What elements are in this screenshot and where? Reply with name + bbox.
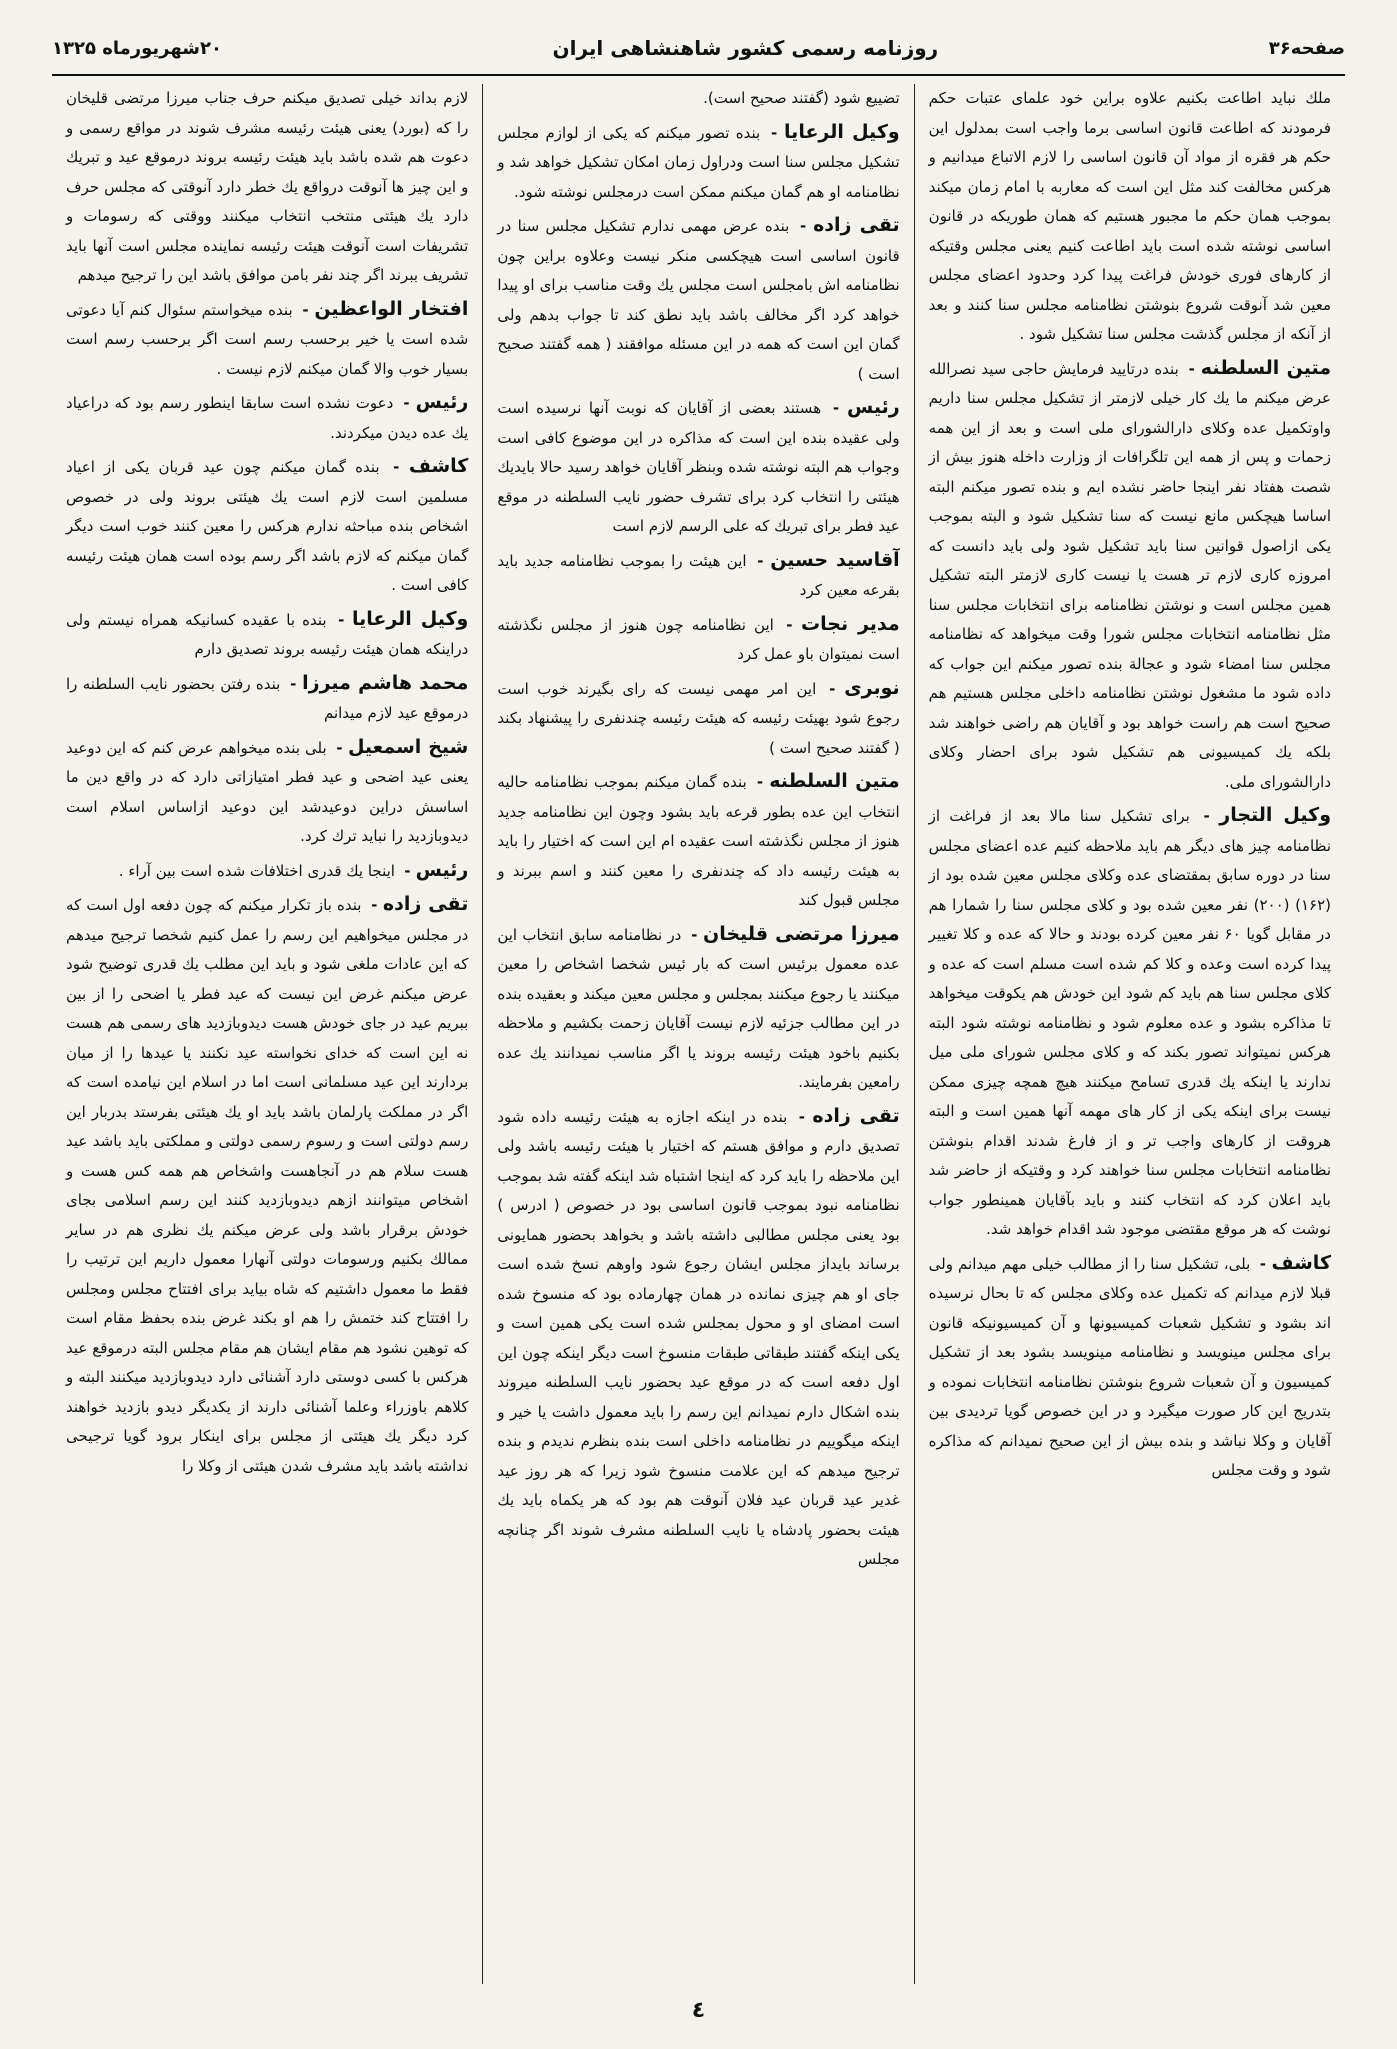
speaker-name: کاشف [1271,1251,1331,1274]
speaker-dash: - [330,610,352,629]
speaker-name: متین السلطنه [769,770,900,792]
speech-entry [929,354,1331,798]
speaker-dash: - [791,1107,813,1126]
speaker-name: رئیس [846,396,900,418]
speaker-dash: - [793,217,814,235]
speech-text: بنده در اینکه اجازه به هیئت رئیسه داده شود تصدیق دارم و موافق هستم که اختیار با هیئت رئیسه باشد ولی این ملاحظه را باید کرد که اینجا اشتباه شد اینکه گفته شد بموجب نظامنامه نبود بموجب قانون اساسی بود در خصوص ( ادرس ) بود یعنی مجلس مطالبی داشته باشد و بخواهد بحضور همایونی برساند بایداز مجلس ایشان رجوع شود واوهم نسخ شده است جای او هم چیزی نمانده در همان چهارماده بود که منسوخ شده است امضای او و محول بمجلس شده است یکی همین است و یکی اینکه گفتند طبقاتی طبقات منسوخ است دیگر اینکه چون این اول دفعه است که در موقع عید بحضور نایب السلطنه میروند بنده اشکال دارم نمیدانم این رسم را باید معمول داشت یا خیر و اینکه میگوییم در نظامنامه داخلی است بنده بنظرم ندیدم و بنده ترجیح میدهم که این علامت منسوخ شود زیرا که هر روز عید غدیر عید قربان عید فلان آنوقت هم بود که هر یکماه باید یك هیئت بحضور پادشاه یا نایب السلطنه مشرف شوند اگر چنانچه مجلس [497,1107,900,1568]
column-middle [483,84,914,1984]
speech-text: تضییع شود (گفتند صحیح است). [703,89,900,107]
speech-text: بلی، تشکیل سنا را از مطالب خیلی مهم میدانم ولی قبلا لازم میدانم که تکمیل عده وکلای مجلس که تا بحال نرسیده اند بشود و تشکیل شعبات کمیسیونها و آن کمیسیونیکه قانون برای مجلس مینویسد و نظامنامه مینویسد بشود بعد از تشکیل کمیسیون و آن شعبات شروع بنوشتن نظامنامه انتخابات نموده و بتدریج این کار صورت میگیرد و در این خصوص گویا تردیدی بین آقایان و وکلا نباشد و بنده بیش از این صحیح نمیدانم که مذاکره شود و وقت مجلس [928,1254,1331,1479]
speaker-dash: - [1254,1254,1272,1273]
speech-entry [66,669,468,729]
speaker-dash: - [330,738,348,757]
speech-entry [66,890,468,1481]
speaker-name: وکیل الرعایا [784,120,900,143]
speech-entry [497,118,899,208]
header-rule [52,74,1345,76]
masthead [52,28,1345,68]
speech-entry [497,920,899,1098]
speaker-name: میرزا مرتضی قلیخان [703,922,900,945]
speech-text: بنده رفتن بحضور نایب السلطنه را درموقع عید لازم میدانم [66,674,469,722]
speech-entry [497,767,899,916]
speech-entry [497,1102,899,1575]
speaker-name: محمد هاشم میرزا [302,671,469,694]
issue-date: ۲۰شهریورماه ۱۳۲۵ [52,37,222,59]
speaker-name: وکیل التجار [1219,804,1332,826]
speech-entry [929,801,1331,1245]
speech-entry [66,452,468,601]
speech-text: در نظامنامه سابق انتخاب این عده معمول برئیس است که بار ئیس شخصا اشخاص را معین میکنند یا رجوع میکنند بمجلس و مجلس معین میکند و بعقیده بنده در این مطالب جزئیه لازم نیست آقایان زحمت بکشیم و ملاحظه بکنیم باخود هیئت رئیسه بروند یا اگر مناسب نمیدانند یك عده رامعین بفرمایند. [497,925,900,1091]
speech-text: این امر مهمی نیست که رای بگیرند خوب است رجوع شود بهیئت رئیسه که هیئت رئیسه چندنفری را پیشنهاد بکند ( گفتند صحیح است ) [497,679,900,757]
speaker-dash: - [397,394,416,412]
speech-text: بنده درتایید فرمایش حاجی سید نصرالله عرض میکنم ما یك كار خیلی لازمتر از تشکیل مجلس سنا داریم واوتکمیل عده وکلای دارالشورای ملی است و بعد از این همه زحمات و پس از همه این تلگرافات از وزارت داخله هنوز بیش از شصت هفتاد نفر اینجا حاضر نشده ایم و بنده تصور میکنم البته اساسا هیچکس مانع نیست که سنا تشکیل شود و البته بموجب یکی ازاصول قوانین سنا باید تشکیل شود ولی باید دانست که امروزه کاری لازم تر هست یا نیست کاری لازمتر البته تشکیل همین مجلس است و نوشتن نظامنامه برای انتخابات مجلس سنا مثل نظامنامه انتخابات مجلس شورا وقت میخواهد که نظامنامه مجلس سنا امضاء شود و عجالة بنده تصور میکنم این جواب که داده شود ما مشغول نوشتن نظامنامه داخلی مجلس هستیم هم صحیح است هم راست خواهد بود و آقایان هم راضی خواهند شد بلکه یك کمیسیونی هم تشکیل شود برای احضار وکلای دارالشورای ملی. [928,359,1331,791]
speech-entry [497,546,899,606]
speech-text: بنده با عقیده کسانیکه همراه نیستم ولی دراینکه همان هیئت رئیسه بروند تصدیق دارم [66,610,469,658]
speech-text: بنده عرض مهمی ندارم تشکیل مجلس سنا در قانون اساسی است هیچکسی منکر نیست وعلاوه براین چون نظامنامه اش بامجلس است مجلس یك وقت مناسب برای او پیدا خواهد کرد اگر مخالف باشد باید نطق کند تا جواب بدهم ولی گمان این است که همه در این مسئله موافقند ( همه گفتند صحیح است ) [497,217,900,383]
speaker-dash: - [777,615,802,634]
speaker-name: کاشف [408,455,469,477]
speech-text: ملك نباید اطاعت بکنیم علاوه براین خود علمای عتبات حکم فرمودند که اطاعت قانون اساسی برما واجب است بمدلول این حکم هر فقره از مواد آن قانون اساسی را لازم الاتباع میدانیم و هرکس مخالفت کند مثل این است که معاربه با امام زمان میکند بموجب همان حکم ما مجبور هستیم که همان طوریکه در قانون اساسی نوشته شده است باید اطاعت کنیم یعنی مجلس وقتیکه از کارهای فوری خودش فراغت پیدا کرد وحدود اعضای مجلس معین شد آنوقت شروع بنوشتن نظامنامه مجلس سنا کنند و بعد از آنکه از مجلس گذشت مجلس سنا تشکیل شود . [928,89,1331,343]
speaker-dash: - [383,458,409,476]
speaker-name: نوبری [844,676,900,699]
speech-entry [66,84,468,291]
speech-entry [66,295,468,385]
speech-entry [66,605,468,665]
speaker-name: وکیل الرعایا [351,607,469,630]
speech-entry [497,393,899,542]
speaker-name: تقی زاده [813,214,900,236]
speech-text: این هیئت را بموجب نظامنامه جدید باید بقرعه معین کرد [497,551,900,599]
speaker-name: رئیس [415,858,469,881]
text-columns [52,84,1345,1984]
newspaper-title: روزنامه رسمی کشور شاهنشاهی ایران [552,36,939,60]
page-label: صفحه۳۶ [1268,37,1345,59]
speech-entry [929,84,1331,350]
speech-text: دعوت نشده است سابقا اینطور رسم بود که دراعیاد یك عده دیدن میکردند. [66,394,469,442]
speech-text: بنده گمان میکنم بموجب نظامنامه حالیه انتخاب این عده بطور قرعه باید بشود وچون این نظامنامه جدید هنوز از مجلس نگذشته است عقیده ام این است که اختیار را باید به هیئت رئیسه داد که چندنفری را معین کنند و اسم ببرند و مجلس قبول کند [497,773,900,909]
speech-text: هستند بعضی از آقایان که نوبت آنها نرسیده است ولی عقیده بنده این است که مذاکره در این موضوع کافی است وجواب هم البته نوشته شده وبنظر آقایان خواهد رسید حالا بایدیك هیئتی را انتخاب کرد برای تشرف حضور نایب السلطنه در موقع عید فطر برای تبریك که علی الرسم لازم است [497,399,900,535]
speech-text: بنده گمان میکنم چون عید قربان یکی از اعیاد مسلمین است لازم است یك هیئتی بروند ولی در خصوص اشخاص بنده مباحثه ندارم هرکس را معین کنند خوب است دیگر گمان میکنم که لازم باشد اگر رسم بوده است همان هیئت رئیسه کافی است . [66,458,469,594]
speaker-dash: - [750,773,770,791]
speech-entry [497,610,899,670]
column-right [915,84,1345,1984]
speaker-name: شیخ اسمعیل [347,735,469,758]
speaker-dash: - [365,896,383,914]
speech-entry [929,1249,1331,1486]
speech-entry [497,211,899,389]
speaker-dash: - [764,123,785,142]
speaker-dash: - [296,300,315,319]
speaker-dash: - [398,861,416,880]
speech-text: لازم بداند خیلی تصدیق میکنم حرف جناب میرزا مرتضی قلیخان را که (بورد) یعنی هیئت رئیسه مشرف شوند در مواقع رسمی و دعوت هم شده باشد باید هیئت رئیسه بروند درموقع عید و تبریك و این چیز ها آنوقت درواقع یك خطر دارد آنوقتی که مجلس حرف دارد یك هیئتی منتخب انتخاب میکنند ووقتی که رسومات و تشریفات است آنوقت هیئت رئیسه نماینده مجلس است آنها باید تشریف ببرند اگر چند نفر بامن موافق باشد این را ترجیح میدهم [66,89,469,284]
speech-text: بلی بنده میخواهم عرض کنم که این دوعید یعنی عید اضحی و عید فطر امتیازاتی دارد که در واقع دین ما اساسش دراین دوعیدشد این دوعید ازاساس اسلام است دیدوبازدید را نباید ترك کرد. [66,738,469,845]
speaker-name: آقاسید حسین [770,548,900,571]
speaker-name: تقی زاده [812,1104,900,1127]
speech-entry [66,388,468,448]
speaker-dash: - [820,679,845,698]
speaker-name: افتخار الواعظین [314,297,469,320]
speaker-name: تقی زاده [382,893,469,915]
column-left [52,84,483,1984]
speech-text: بنده تصور میکنم که یکی از لوازم مجلس تشکیل مجلس سنا است ودراول زمان امکان تشکیل خواهد شد و نظامنامه او هم گمان میکنم ممکن است درمجلس نوشته شود. [497,123,900,201]
speaker-dash: - [750,551,771,570]
speaker-name: رئیس [415,391,469,413]
speech-text: بنده میخواستم سئوال کنم آیا دعوتی شده است یا خیر برحسب رسم است اگر برحسب رسم است بسیار خوب والا گمان میکنم لازم نیست . [66,300,469,378]
page-number: ٤ [691,1998,706,2023]
speaker-name: مدیر نجات [801,612,900,635]
speaker-dash: - [284,674,303,693]
speech-entry [66,733,468,852]
speech-text: بنده باز تکرار میکنم که چون دفعه اول است که در مجلس میخواهیم این رسم را عمل کنیم شخصا ترجیح میدهم که این عادات ملغی شود و باید این مطلب یك قدری توضیح شود عرض میکنم غرض این نیست که عید فطر یا اضحی را از بین ببریم عید در جای خودش هست دیدوبازدید های رسمی هم هست نه این است که خدای نخواسته عید نکنند یا عیدها را از میان بردارند این عید مسلمانی است اما در اسلام این نیامده است که اگر در مملکت پارلمان باشد باید او یك هیئتی بفرستد بدربار این رسم دولتی است و رسوم رسمی دولتی و مملکتی باید باشد عید هست سلام هم در آنجاهست واشخاص هم همه کس هست و اشخاص میتوانند ازهم دیدوبازدید کنند این رسم اسلامی بجای خودش برقرار باشد ولی عرض میکنم یك نظری هم در سایر ممالك بکنیم ورسومات دولتی آنهارا معمول داریم این ترتیب را فقط ما معمول داشتیم که شاه بیاید برای افتتاح مجلس ومجلس را افتتاح کند ختمش را هم او بکند غرض بنده بحفظ مقام است که توهین نشود هم مقام ایشان هم مقام مجلس البته درموقع عید هرکس با کسی دوستی دارد آشنائی دارد دیدوبازدید میکنند البته و کلاهم باوزراء وعلما آشنائی دارند از یکدیگر دیدو بازدید خواهند کرد دیگر یك هیئتی از مجلس برای اینکار برود گویا ترجیحی نداشته باشد باید مشرف شدن هیئتی از وکلا را [66,896,469,1475]
speaker-name: متین السلطنه [1200,356,1331,379]
speech-text: برای تشکیل سنا مالا بعد از فراغت از نظامنامه چیز های دیگر هم باید ملاحظه کنیم عده اعضای مجلس سنا در دوره سابق بمقتضای عده وکلای مجلس معین شده بود از (۱۶۲) (۲۰۰) نفر معین شده بود و کلای مجلس سنا را شمارا هم در مقابل گویا ۶۰ نفر معین کرده بودند و حالا که عده و کلا تغییر پیدا کرده است وعده و کلا کم شده است مسلم است که عده و کلای مجلس سنا هم باید کم شود این خودش هم یکوقت میخواهد تا مذاکره بشود و عده معلوم شود و نظامنامه نوشته شود البته هرکس نمیتواند تصور بکند که و کلای مجلس شورای ملی میل ندارند یا اینکه یك قدری تسامح میکنند هیچ همچه چیزی ممکن نیست برای اینکه یکی از کار های مهمه آنها همین است و البته هروقت از کارهای واجب تر و از فارغ شدند اقدام بنوشتن نظامنامه انتخابات مجلس سنا خواهند کرد و وقتیکه از حاضر شد باید اعلان کرد که انتخاب کنند و باید بآقایان همینطور جواب نوشت که هر موقع مقتضی موجود شد اقدام خواهد شد. [928,807,1331,1238]
speech-entry [497,84,899,114]
speech-entry [66,856,468,887]
speech-text: اینجا یك قدری اختلافات شده است بین آراء . [118,861,395,880]
speech-entry [497,674,899,764]
speaker-dash: - [825,399,847,417]
speech-text: این نظامنامه چون هنوز از مجلس نگذشته است نمیتوان باو عمل کرد [497,615,900,663]
speaker-dash: - [685,925,704,944]
speaker-dash: - [1182,359,1201,378]
speaker-dash: - [1193,807,1220,825]
